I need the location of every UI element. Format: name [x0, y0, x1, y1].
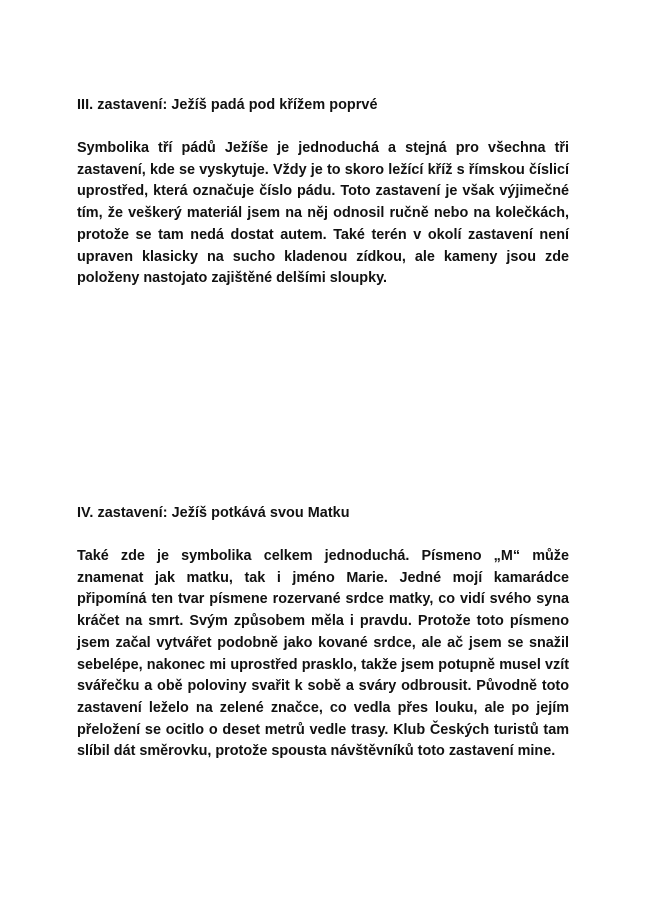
section-fourth-station — [77, 502, 569, 763]
section-paragraph: Symbolika tří pádů Ježíše je jednoduchá a stejná pro všechna tři zastavení, kde se vyskytuje. Vždy je to skoro ležící kříž s římskou číslicí uprostřed, která označuje číslo pádu. Toto zastavení je však výjimečné tím, že veškerý materiál jsem na něj odnosil ručně nebo na kolečkách, protože se tam nedá dostat autem. Také terén v okolí zastavení není upraven klasicky na sucho kladenou zídkou, ale kameny jsou zde položeny nastojato zajištěné delšími sloupky. — [77, 140, 569, 287]
section-heading: IV. zastavení: Ježíš potkává svou Matku — [77, 505, 350, 521]
section-heading: III. zastavení: Ježíš padá pod křížem poprvé — [77, 97, 378, 113]
section-paragraph: Také zde je symbolika celkem jednoduchá. Písmeno „M“ může znamenat jak matku, tak i jméno Marie. Jedné mojí kamarádce připomíná ten tvar písmene rozervané srdce matky, co vidí svého syna kráčet na smrt. Svým způsobem měla i pravdu. Protože toto písmeno jsem začal vytvářet podobně jako kované srdce, ale ač jsem se snažil sebelépe, nakonec mi uprostřed prasklo, takže jsem potupně musel vzít svářečku a obě poloviny svařit k sobě a sváry odbrousit. Původně toto zastavení leželo na zelené značce, co vedla přes louku, ale po jejím přeložení se ocitlo o deset metrů vedle trasy. Klub Českých turistů tam slíbil dát směrovku, protože spousta návštěvníků toto zastavení mine. — [77, 548, 569, 760]
section-third-station — [77, 94, 569, 290]
